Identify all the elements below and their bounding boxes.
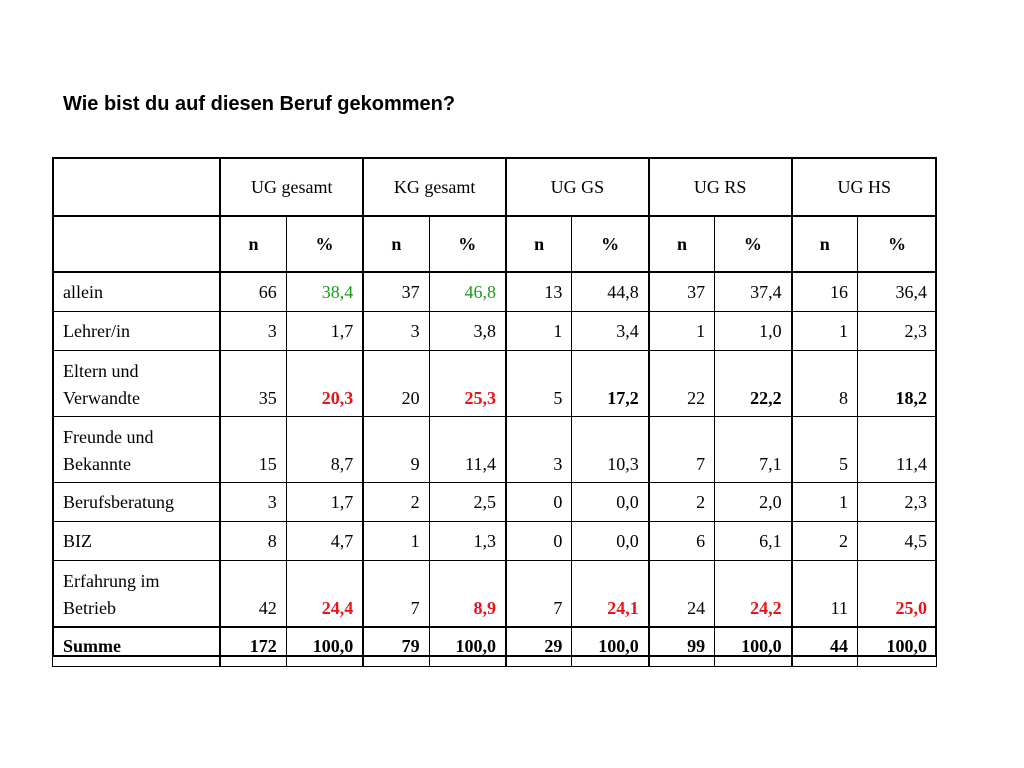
count-cell: 16 xyxy=(792,272,858,312)
group-header-ug-rs: UG RS xyxy=(649,158,792,216)
total-percent-cell: 100,0 xyxy=(715,627,792,667)
count-cell: 3 xyxy=(220,312,286,351)
percent-cell: 2,3 xyxy=(857,483,936,522)
table-row xyxy=(53,483,937,522)
count-cell: 9 xyxy=(363,417,429,483)
percent-cell: 38,4 xyxy=(286,272,363,312)
count-cell: 24 xyxy=(649,561,715,627)
percent-cell: 2,0 xyxy=(715,483,792,522)
total-percent-cell: 100,0 xyxy=(429,627,506,667)
percent-cell: 36,4 xyxy=(857,272,936,312)
sub-header-percent: % xyxy=(429,216,506,272)
total-percent-cell: 100,0 xyxy=(286,627,363,667)
row-label xyxy=(53,522,221,561)
group-header-ug-gesamt: UG gesamt xyxy=(220,158,363,216)
percent-cell: 0,0 xyxy=(572,483,649,522)
count-cell: 15 xyxy=(220,417,286,483)
count-cell: 8 xyxy=(220,522,286,561)
total-label: Summe xyxy=(53,627,221,667)
count-cell: 11 xyxy=(792,561,858,627)
count-cell: 7 xyxy=(506,561,572,627)
row-label-line: Freunde und xyxy=(63,427,154,447)
sub-header-percent: % xyxy=(715,216,792,272)
percent-cell: 46,8 xyxy=(429,272,506,312)
sub-header-n: n xyxy=(649,216,715,272)
count-cell: 7 xyxy=(649,417,715,483)
percent-cell: 25,0 xyxy=(857,561,936,627)
table-row xyxy=(53,272,937,312)
sub-header-percent: % xyxy=(572,216,649,272)
total-count-cell: 29 xyxy=(506,627,572,667)
sub-header-percent: % xyxy=(857,216,936,272)
count-cell: 1 xyxy=(363,522,429,561)
percent-cell: 44,8 xyxy=(572,272,649,312)
count-cell: 20 xyxy=(363,351,429,417)
count-cell: 8 xyxy=(792,351,858,417)
count-cell: 13 xyxy=(506,272,572,312)
count-cell: 5 xyxy=(792,417,858,483)
table-row xyxy=(53,561,937,627)
percent-cell: 24,1 xyxy=(572,561,649,627)
percent-cell: 24,2 xyxy=(715,561,792,627)
page-title: Wie bist du auf diesen Beruf gekommen? xyxy=(63,93,456,115)
count-cell: 37 xyxy=(363,272,429,312)
percent-cell: 24,4 xyxy=(286,561,363,627)
group-header-row xyxy=(53,158,937,216)
percent-cell: 8,9 xyxy=(429,561,506,627)
count-cell: 1 xyxy=(649,312,715,351)
row-label-line: Eltern und xyxy=(63,361,139,381)
row-label-line: allein xyxy=(63,281,103,302)
count-cell: 1 xyxy=(792,483,858,522)
count-cell: 66 xyxy=(220,272,286,312)
count-cell: 7 xyxy=(363,561,429,627)
group-header-ug-gs: UG GS xyxy=(506,158,649,216)
table-row xyxy=(53,312,937,351)
sub-header-corner-cell xyxy=(53,216,221,272)
percent-cell: 8,7 xyxy=(286,417,363,483)
percent-cell: 20,3 xyxy=(286,351,363,417)
sub-header-row xyxy=(53,216,937,272)
count-cell: 3 xyxy=(363,312,429,351)
sub-header-n: n xyxy=(792,216,858,272)
percent-cell: 1,3 xyxy=(429,522,506,561)
count-cell: 42 xyxy=(220,561,286,627)
count-cell: 3 xyxy=(220,483,286,522)
percent-cell: 3,4 xyxy=(572,312,649,351)
count-cell: 22 xyxy=(649,351,715,417)
row-label-line: Betrieb xyxy=(63,597,116,618)
row-label xyxy=(53,312,221,351)
table-row xyxy=(53,417,937,483)
row-label xyxy=(53,417,221,483)
count-cell: 6 xyxy=(649,522,715,561)
percent-cell: 10,3 xyxy=(572,417,649,483)
total-percent-cell: 100,0 xyxy=(857,627,936,667)
percent-cell: 4,7 xyxy=(286,522,363,561)
row-label-line: Verwandte xyxy=(63,388,140,408)
count-cell: 1 xyxy=(792,312,858,351)
percent-cell: 18,2 xyxy=(857,351,936,417)
total-row xyxy=(53,627,937,667)
survey-table xyxy=(52,157,937,667)
percent-cell: 1,7 xyxy=(286,312,363,351)
table-row xyxy=(53,351,937,417)
count-cell: 2 xyxy=(363,483,429,522)
percent-cell: 17,2 xyxy=(572,351,649,417)
sub-header-n: n xyxy=(363,216,429,272)
percent-cell: 6,1 xyxy=(715,522,792,561)
percent-cell: 11,4 xyxy=(857,417,936,483)
row-label-line: BIZ xyxy=(63,530,92,551)
row-label xyxy=(53,561,221,627)
row-label-line: Erfahrung im xyxy=(63,570,160,591)
count-cell: 37 xyxy=(649,272,715,312)
total-count-cell: 79 xyxy=(363,627,429,667)
percent-cell: 0,0 xyxy=(572,522,649,561)
group-header-kg-gesamt: KG gesamt xyxy=(363,158,506,216)
sub-header-n: n xyxy=(220,216,286,272)
total-count-cell: 44 xyxy=(792,627,858,667)
row-label-line: Lehrer/in xyxy=(63,320,130,341)
total-count-cell: 99 xyxy=(649,627,715,667)
count-cell: 35 xyxy=(220,351,286,417)
count-cell: 3 xyxy=(506,417,572,483)
group-header-ug-hs: UG HS xyxy=(792,158,937,216)
row-label xyxy=(53,351,221,417)
count-cell: 1 xyxy=(506,312,572,351)
percent-cell: 11,4 xyxy=(429,417,506,483)
percent-cell: 1,7 xyxy=(286,483,363,522)
count-cell: 0 xyxy=(506,522,572,561)
sub-header-percent: % xyxy=(286,216,363,272)
percent-cell: 3,8 xyxy=(429,312,506,351)
row-label-line: Berufsberatung xyxy=(63,491,174,512)
row-label-line: Bekannte xyxy=(63,454,131,474)
percent-cell: 4,5 xyxy=(857,522,936,561)
count-cell: 5 xyxy=(506,351,572,417)
table-row xyxy=(53,522,937,561)
sub-header-n: n xyxy=(506,216,572,272)
total-count-cell: 172 xyxy=(220,627,286,667)
percent-cell: 1,0 xyxy=(715,312,792,351)
row-label xyxy=(53,483,221,522)
percent-cell: 2,3 xyxy=(857,312,936,351)
percent-cell: 2,5 xyxy=(429,483,506,522)
count-cell: 2 xyxy=(792,522,858,561)
count-cell: 2 xyxy=(649,483,715,522)
percent-cell: 25,3 xyxy=(429,351,506,417)
percent-cell: 37,4 xyxy=(715,272,792,312)
header-corner-cell xyxy=(53,158,221,216)
percent-cell: 7,1 xyxy=(715,417,792,483)
percent-cell: 22,2 xyxy=(715,351,792,417)
count-cell: 0 xyxy=(506,483,572,522)
total-percent-cell: 100,0 xyxy=(572,627,649,667)
row-label xyxy=(53,272,221,312)
